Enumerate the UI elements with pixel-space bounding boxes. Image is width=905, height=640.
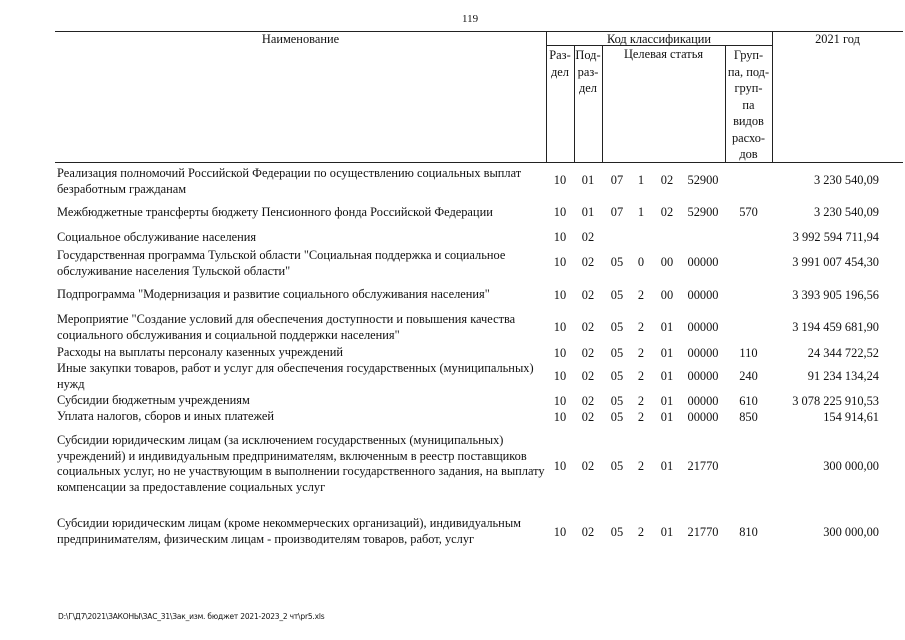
cell-podrazdel: 02 — [581, 369, 595, 383]
file-path-footer: D:\Г\Д7\2021\ЗАКОНЫ\ЗАС_31\Зак_изм. бюджет 2021-2023_2 чт\pr5.xls — [58, 612, 325, 621]
cell-podrazdel: 02 — [581, 288, 595, 302]
cell-subprogram: 2 — [637, 320, 645, 334]
row-name: Социальное обслуживание населения — [57, 230, 257, 244]
cell-razdel: 10 — [553, 320, 567, 334]
cell-razdel: 10 — [553, 230, 567, 244]
cell-sum: 3 992 594 711,94 — [792, 230, 879, 244]
cell-subprogram: 2 — [637, 410, 645, 424]
header-year: 2021 год — [815, 32, 860, 46]
cell-direction: 21770 — [687, 459, 719, 473]
cell-subprogram: 2 — [637, 459, 645, 473]
cell-razdel: 10 — [553, 205, 567, 219]
cell-program: 05 — [610, 525, 624, 539]
cell-direction: 00000 — [687, 410, 719, 424]
cell-program: 05 — [610, 288, 624, 302]
cell-direction: 52900 — [687, 205, 719, 219]
header-vid-line: расхо- — [731, 130, 766, 145]
cell-event: 01 — [660, 410, 674, 424]
header-vid-line: па, под- — [727, 64, 770, 79]
header-vid-line: дов — [739, 147, 758, 161]
cell-subprogram: 2 — [637, 394, 645, 408]
cell-program: 05 — [610, 320, 624, 334]
cell-event: 00 — [660, 288, 674, 302]
row-name: Мероприятие "Создание условий для обеспечения доступности и повышения качества социального обслуживания и социальной поддержки населения" — [57, 312, 516, 342]
cell-subprogram: 2 — [637, 369, 645, 383]
row-name: Субсидии юридическим лицам (за исключением государственных (муниципальных) учреждений) и индивидуальным предпринимателям, включенным в реестр поставщиков социальных услуг, но не участвующим в выполнении государственного задания, на выплату компенсации за предоставление социальных услуг — [57, 433, 545, 494]
row-name: Реализация полномочий Российской Федерации по осуществлению социальных выплат безработным гражданам — [57, 166, 522, 196]
cell-vid: 570 — [739, 205, 758, 219]
cell-sum: 300 000,00 — [823, 525, 879, 539]
cell-vid: 810 — [739, 525, 758, 539]
header-razdel-line: дел — [551, 64, 569, 79]
cell-podrazdel: 02 — [581, 394, 595, 408]
header-podrazdel-line: раз- — [577, 64, 599, 79]
cell-podrazdel: 02 — [581, 230, 595, 244]
cell-program: 05 — [610, 459, 624, 473]
cell-event: 01 — [660, 320, 674, 334]
row-name: Субсидии юридическим лицам (кроме некоммерческих организаций), индивидуальным предпринимателям, физическим лицам - производителям товаров, работ, услуг — [57, 516, 521, 546]
cell-razdel: 10 — [553, 525, 567, 539]
cell-event: 02 — [660, 173, 674, 187]
cell-subprogram: 2 — [637, 288, 645, 302]
cell-subprogram: 2 — [637, 525, 645, 539]
row-name: Межбюджетные трансферты бюджету Пенсионного фонда Российской Федерации — [57, 205, 493, 219]
cell-direction: 00000 — [687, 320, 719, 334]
cell-razdel: 10 — [553, 410, 567, 424]
cell-event: 01 — [660, 525, 674, 539]
header-podrazdel-line: дел — [579, 81, 597, 95]
row-name: Подпрограмма "Модернизация и развитие социального обслуживания населения" — [57, 287, 490, 301]
cell-sum: 24 344 722,52 — [807, 346, 879, 360]
cell-event: 01 — [660, 369, 674, 383]
cell-direction: 00000 — [687, 346, 719, 360]
header-vid — [725, 47, 772, 163]
cell-event: 02 — [660, 205, 674, 219]
col-divider-podrazdel — [602, 45, 603, 163]
header-razdel — [546, 47, 574, 80]
cell-program: 05 — [610, 394, 624, 408]
cell-razdel: 10 — [553, 459, 567, 473]
cell-direction: 00000 — [687, 288, 719, 302]
cell-program: 05 — [610, 369, 624, 383]
cell-subprogram: 2 — [637, 346, 645, 360]
cell-program: 07 — [610, 173, 624, 187]
cell-program: 05 — [610, 255, 624, 269]
cell-vid: 850 — [739, 410, 758, 424]
row-name: Государственная программа Тульской области "Социальная поддержка и социальное обслуживание населения Тульской области" — [57, 248, 506, 278]
cell-event: 01 — [660, 459, 674, 473]
cell-event: 01 — [660, 346, 674, 360]
cell-vid: 240 — [739, 369, 758, 383]
cell-direction: 00000 — [687, 369, 719, 383]
cell-podrazdel: 02 — [581, 255, 595, 269]
cell-subprogram: 0 — [637, 255, 645, 269]
header-vid-line: груп- — [734, 81, 763, 95]
header-podrazdel-line: Под- — [575, 48, 601, 62]
cell-sum: 3 194 459 681,90 — [792, 320, 879, 334]
cell-event: 01 — [660, 394, 674, 408]
cell-direction: 52900 — [687, 173, 719, 187]
cell-razdel: 10 — [553, 346, 567, 360]
cell-program: 07 — [610, 205, 624, 219]
row-name: Расходы на выплаты персоналу казенных учреждений — [57, 345, 343, 359]
header-bottom-rule — [55, 162, 903, 163]
cell-podrazdel: 02 — [581, 346, 595, 360]
header-code: Код классификации — [606, 32, 712, 46]
cell-sum: 154 914,61 — [823, 410, 879, 424]
header-vid-line: па — [742, 97, 755, 112]
cell-direction: 00000 — [687, 394, 719, 408]
header-target: Целевая статья — [623, 47, 704, 61]
cell-sum: 3 991 007 454,30 — [792, 255, 879, 269]
cell-vid: 610 — [739, 394, 758, 408]
row-name: Иные закупки товаров, работ и услуг для обеспечения государственных (муниципальных) нужд — [57, 361, 534, 391]
cell-sum: 300 000,00 — [823, 459, 879, 473]
cell-program: 05 — [610, 410, 624, 424]
cell-direction: 21770 — [687, 525, 719, 539]
cell-sum: 3 078 225 910,53 — [792, 394, 879, 408]
cell-subprogram: 1 — [637, 173, 645, 187]
cell-sum: 91 234 134,24 — [807, 369, 879, 383]
cell-razdel: 10 — [553, 288, 567, 302]
col-divider-vid — [772, 31, 773, 163]
cell-podrazdel: 01 — [581, 173, 595, 187]
cell-razdel: 10 — [553, 173, 567, 187]
cell-direction: 00000 — [687, 255, 719, 269]
cell-sum: 3 393 905 196,56 — [792, 288, 879, 302]
cell-sum: 3 230 540,09 — [813, 205, 879, 219]
cell-podrazdel: 02 — [581, 525, 595, 539]
cell-podrazdel: 02 — [581, 459, 595, 473]
page-number: 119 — [462, 13, 479, 25]
header-name: Наименование — [261, 32, 340, 46]
header-podrazdel — [574, 47, 602, 97]
cell-podrazdel: 01 — [581, 205, 595, 219]
cell-subprogram: 1 — [637, 205, 645, 219]
cell-razdel: 10 — [553, 255, 567, 269]
cell-vid: 110 — [739, 346, 758, 360]
row-name: Уплата налогов, сборов и иных платежей — [57, 409, 275, 423]
row-name: Субсидии бюджетным учреждениям — [57, 393, 250, 407]
cell-razdel: 10 — [553, 369, 567, 383]
cell-razdel: 10 — [553, 394, 567, 408]
header-vid-line: видов — [733, 114, 764, 128]
cell-sum: 3 230 540,09 — [813, 173, 879, 187]
header-razdel-line: Раз- — [549, 48, 571, 62]
cell-event: 00 — [660, 255, 674, 269]
header-vid-line: Груп- — [733, 48, 764, 62]
cell-program: 05 — [610, 346, 624, 360]
cell-podrazdel: 02 — [581, 410, 595, 424]
cell-podrazdel: 02 — [581, 320, 595, 334]
